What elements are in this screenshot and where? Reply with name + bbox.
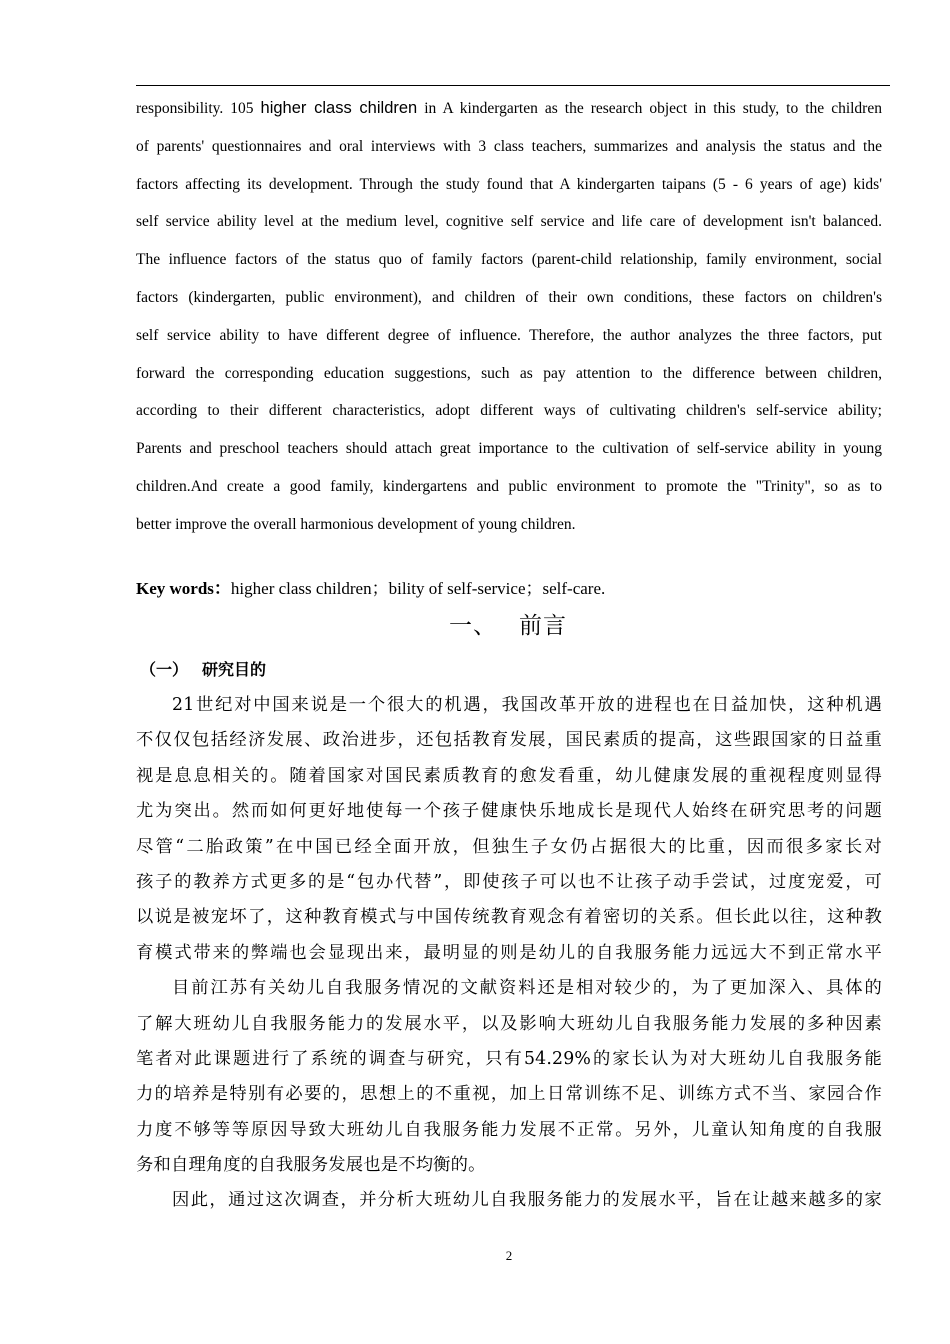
subsection-title: 研究目的: [202, 660, 267, 679]
subsection-heading: [140, 657, 266, 680]
body-line: 了解大班幼儿自我服务能力的发展水平，以及影响大班幼儿自我服务能力发展的多种因素: [136, 1013, 882, 1034]
body-line: 尤为突出。然而如何更好地使每一个孩子健康快乐地成长是现代人始终在研究思考的问题: [136, 801, 882, 822]
abstract-line: Parents and preschool teachers should attach great importance to the cultivation of self-service ability in young: [136, 440, 882, 458]
abstract-line: according to their different characteristics, adopt different ways of cultivating children's self-service ability;: [136, 402, 882, 420]
body-line: 笔者对此课题进行了系统的调查与研究，只有54.29%的家长认为对大班幼儿自我服务能: [136, 1048, 882, 1069]
abstract-line: better improve the overall harmonious development of young children.: [136, 515, 576, 533]
body-line: 21世纪对中国来说是一个很大的机遇，我国改革开放的进程也在日益加快，这种机遇: [172, 695, 882, 715]
section-title: 前言: [519, 613, 567, 639]
keywords-text: higher class children；bility of self-service；self-care.: [230, 579, 606, 598]
subsection-number: （一）: [140, 660, 189, 679]
body-line: 视是息息相关的。随着国家对国民素质教育的愈发看重，幼儿健康发展的重视程度则显得: [136, 765, 882, 786]
english-abstract: [136, 90, 882, 544]
body-line: 不仅仅包括经济发展、政治进步，还包括教育发展，国民素质的提高，这些跟国家的日益重: [136, 730, 882, 751]
body-line: 力度不够等等原因导致大班幼儿自我服务能力发展不正常。另外，儿童认知角度的自我服: [136, 1119, 882, 1140]
body-line: 目前江苏有关幼儿自我服务情况的文献资料还是相对较少的，为了更加深入、具体的: [172, 978, 882, 999]
abstract-line: self service ability level at the medium level, cognitive self service and life care of development isn't balanced.: [136, 213, 882, 231]
abstract-line: responsibility. 105 higher class children in A kindergarten as the research object in this study, to the children: [136, 99, 882, 117]
abstract-line: The influence factors of the status quo of family factors (parent-child relationship, family environment, social: [136, 251, 882, 269]
abstract-line: children.And create a good family, kindergartens and public environment to promote the "Trinity", so as to: [136, 477, 882, 495]
abstract-line: factors (kindergarten, public environment), and children of their own conditions, these factors on children's: [136, 288, 882, 306]
body-line: 以说是被宠坏了，这种教育模式与中国传统教育观念有着密切的关系。但长此以往，这种教: [136, 907, 882, 928]
body-line: 力的培养是特别有必要的，思想上的不重视，加上日常训练不足、训练方式不当、家园合作: [136, 1084, 882, 1105]
abstract-line: forward the corresponding education suggestions, such as pay attention to the difference between children,: [136, 364, 882, 382]
abstract-line: of parents' questionnaires and oral interviews with 3 class teachers, summarizes and analysis the status and the: [136, 137, 882, 155]
body-line: 因此，通过这次调查，并分析大班幼儿自我服务能力的发展水平，旨在让越来越多的家: [172, 1190, 882, 1211]
body-line: 育模式带来的弊端也会显现出来，最明显的则是幼儿的自我服务能力远远大不到正常水平: [136, 942, 882, 963]
header-rule: [136, 85, 890, 86]
page-number: 2: [505, 1248, 513, 1263]
abstract-line: self service ability to have different degree of influence. Therefore, the author analyzes the three factors, put: [136, 326, 882, 344]
section-number: 一、: [449, 613, 497, 639]
keywords: [136, 574, 882, 599]
highlight-phrase: higher class children: [260, 99, 418, 117]
body-line: 务和自理角度的自我服务发展也是不均衡的。: [136, 1155, 486, 1176]
body-line: 尽管“二胎政策”在中国已经全面开放，但独生子女仍占据很大的比重，因而很多家长对: [136, 836, 882, 857]
keywords-label: Key words：: [136, 579, 231, 598]
abstract-line: factors affecting its development. Through the study found that A kindergarten taipans (5 - 6 years of age) kids': [136, 175, 882, 193]
section-heading: [0, 607, 950, 640]
body-text: [136, 688, 882, 1219]
body-line: 孩子的教养方式更多的是“包办代替”，即使孩子可以也不让孩子动手尝试，过度宠爱，可: [136, 871, 882, 892]
